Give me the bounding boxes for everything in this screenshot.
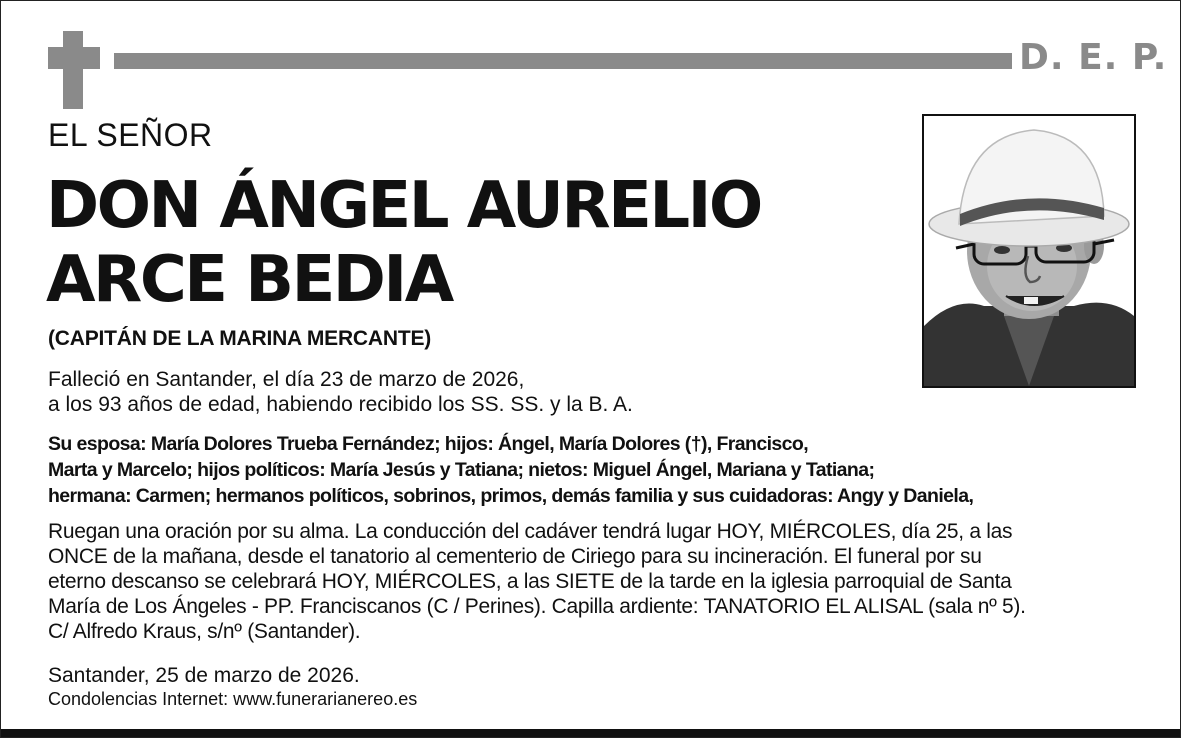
cross-icon	[63, 31, 83, 109]
condolences-link[interactable]: Condolencias Internet: www.funerarianereo.es	[48, 689, 418, 709]
ceremony-line: Ruegan una oración por su alma. La conducción del cadáver tendrá lugar HOY, MIÉRCOLES, día 25, a las	[48, 520, 1013, 543]
deceased-name-line-1: DON ÁNGEL AURELIO	[46, 169, 761, 243]
bottom-bar	[1, 729, 1181, 738]
header-rule	[114, 53, 1012, 69]
family-line: Marta y Marcelo; hijos políticos: María Jesús y Tatiana; nietos: Miguel Ángel, Mariana y Tatiana;	[48, 459, 875, 481]
death-notice-line: Falleció en Santander, el día 23 de marzo de 2026,	[48, 368, 525, 391]
dep-label: D. E. P.	[1019, 37, 1168, 78]
ceremony-line: C/ Alfredo Kraus, s/nº (Santander).	[48, 620, 361, 643]
family-line: hermana: Carmen; hermanos políticos, sobrinos, primos, demás familia y sus cuidadoras: Angy y Daniela,	[48, 485, 974, 507]
ceremony-details	[48, 519, 1026, 644]
honorific: EL SEÑOR	[48, 117, 213, 153]
portrait-photo	[922, 114, 1136, 388]
death-notice	[48, 367, 633, 417]
cross-icon-bar	[48, 47, 100, 69]
place-date: Santander, 25 de marzo de 2026.	[48, 664, 360, 687]
ceremony-line: María de Los Ángeles - PP. Franciscanos (C / Perines). Capilla ardiente: TANATORIO EL ALISAL (sala nº 5).	[48, 595, 1026, 618]
family-list	[48, 431, 973, 509]
family-line: Su esposa: María Dolores Trueba Fernández; hijos: Ángel, María Dolores (†), Francisco,	[48, 433, 809, 455]
deceased-name-line-2: ARCE BEDIA	[46, 243, 452, 317]
death-notice-line: a los 93 años de edad, habiendo recibido los SS. SS. y la B. A.	[48, 393, 633, 416]
ceremony-line: eterno descanso se celebrará HOY, MIÉRCOLES, a las SIETE de la tarde en la iglesia parroquial de Santa	[48, 570, 1012, 593]
deceased-title: (CAPITÁN DE LA MARINA MERCANTE)	[48, 327, 432, 350]
ceremony-line: ONCE de la mañana, desde el tanatorio al cementerio de Ciriego para su incineración. El funeral por su	[48, 545, 982, 568]
